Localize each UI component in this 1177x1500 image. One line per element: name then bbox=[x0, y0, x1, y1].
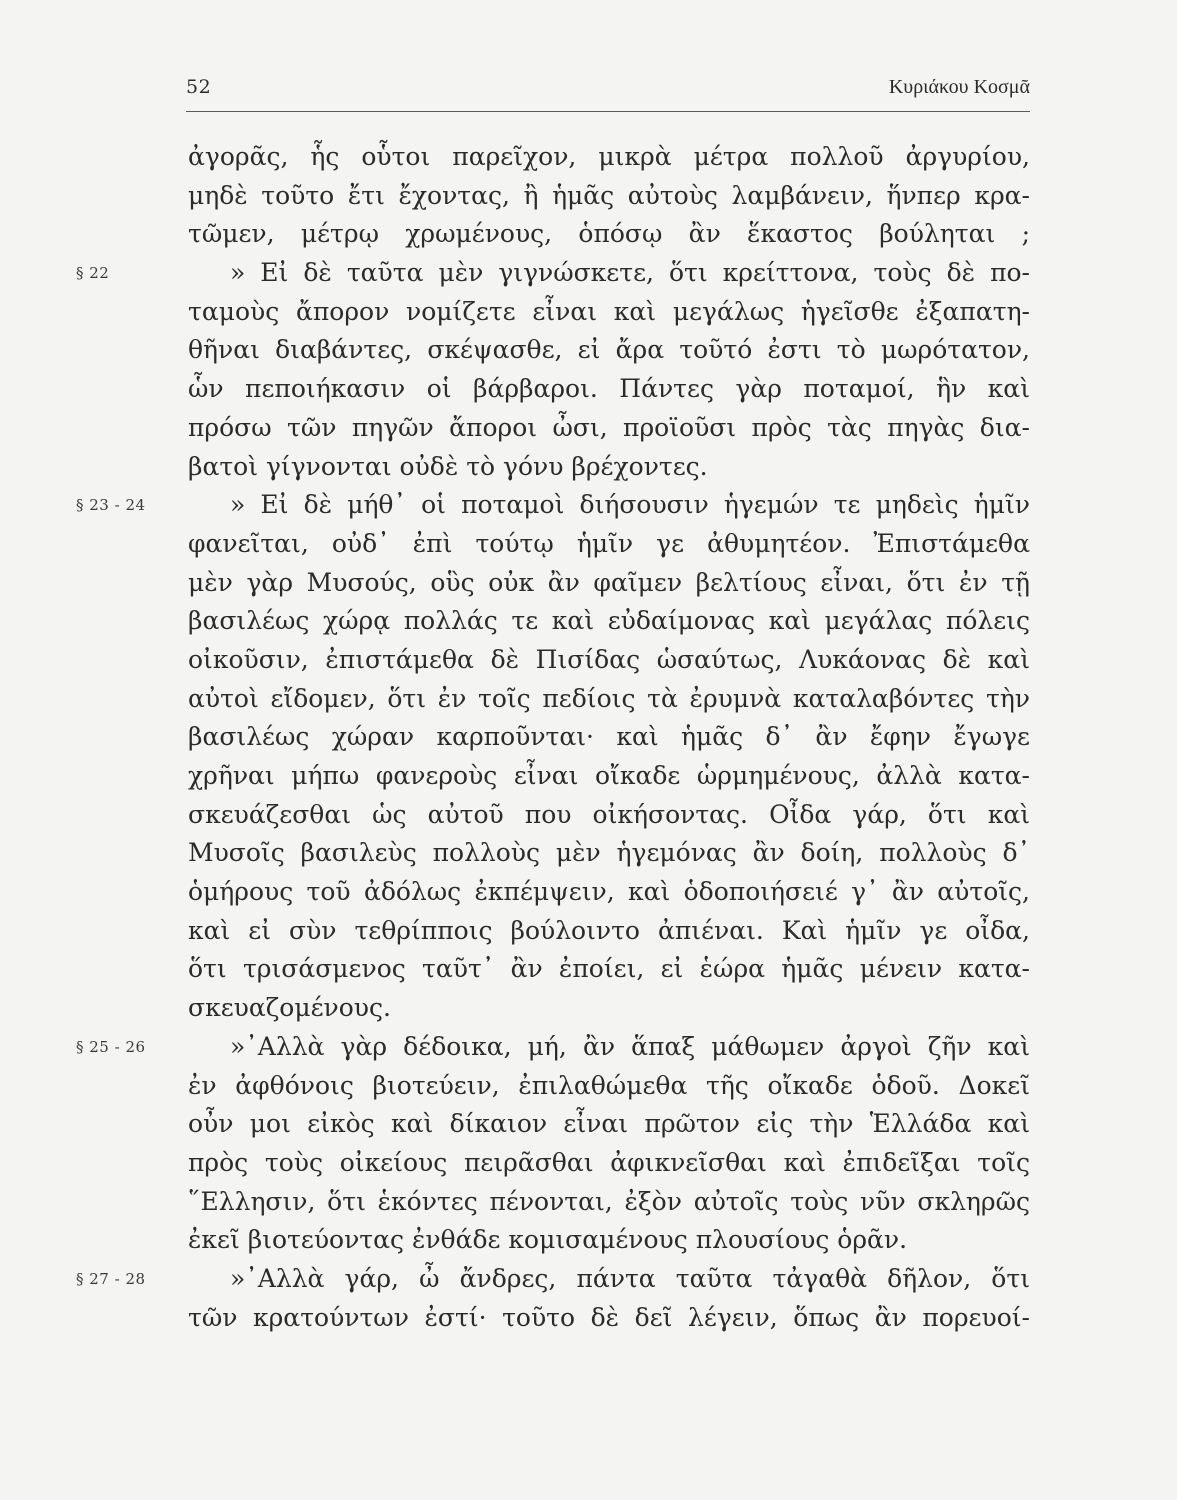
line-text: ταμοὺς ἄπορον νομίζετε εἶναι καὶ μεγάλως ἡγεῖσθε ἐξαπατη- bbox=[188, 296, 1030, 326]
line-text: χρῆναι μήπω φανεροὺς εἶναι οἴκαδε ὡρμημένους, ἀλλὰ κατα- bbox=[188, 761, 1030, 790]
text-line bbox=[188, 409, 1030, 448]
line-text: οὖν μοι εἰκὸς καὶ δίκαιον εἶναι πρῶτον εἰς τὴν Ἑλλάδα καὶ bbox=[188, 1109, 1030, 1139]
section-marginal-note: § 25 - 26 bbox=[76, 1037, 146, 1056]
text-line bbox=[188, 370, 1030, 409]
text-line bbox=[76, 1260, 1030, 1299]
text-line bbox=[188, 293, 1030, 332]
line-text: μηδὲ τοῦτο ἔτι ἔχοντας, ἢ ἡμᾶς αὐτοὺς λαμβάνειν, ἥνπερ κρα- bbox=[188, 180, 1030, 210]
text-line bbox=[76, 1028, 1030, 1067]
text-line bbox=[188, 602, 1030, 641]
text-line bbox=[188, 796, 1030, 835]
line-text: πρὸς τοὺς οἰκείους πειρᾶσθαι ἀφικνεῖσθαι καὶ ἐπιδεῖξαι τοῖς bbox=[188, 1147, 1030, 1177]
text-line bbox=[188, 989, 1030, 1028]
line-text: σκευαζομένους. bbox=[188, 993, 391, 1023]
text-line bbox=[188, 177, 1030, 216]
section-marginal-note: § 27 - 28 bbox=[76, 1269, 146, 1288]
line-text: ὁμήρους τοῦ ἀδόλως ἐκπέμψειν, καὶ ὁδοποιήσειέ γ᾽ ἂν αὐτοῖς, bbox=[188, 877, 1030, 907]
line-text: βατοὶ γίγνονται οὐδὲ τὸ γόνυ βρέχοντες. bbox=[188, 451, 708, 481]
line-text: »᾽Αλλὰ γάρ, ὦ ἄνδρες, πάντα ταῦτα τἀγαθὰ δῆλον, ὅτι bbox=[230, 1263, 1030, 1293]
text-line bbox=[188, 1144, 1030, 1183]
line-text: » Εἰ δὲ ταῦτα μὲν γιγνώσκετε, ὅτι κρείττονα, τοὺς δὲ πο- bbox=[230, 258, 1030, 288]
greek-text-body bbox=[76, 138, 1030, 1337]
line-text: τῶμεν, μέτρῳ χρωμένους, ὁπόσῳ ἂν ἕκαστος βούληται ; bbox=[188, 219, 1030, 249]
line-text: ῞Ελλησιν, ὅτι ἑκόντες πένονται, ἐξὸν αὐτοῖς τοὺς νῦν σκληρῶς bbox=[188, 1186, 1030, 1216]
text-line bbox=[188, 1105, 1030, 1144]
line-text: καὶ εἰ σὺν τεθρίπποις βούλοιντο ἀπιέναι. Καὶ ἡμῖν γε οἶδα, bbox=[188, 915, 1030, 945]
line-text: ἐκεῖ βιοτεύοντας ἐνθάδε κομισαμένους πλουσίους ὁρᾶν. bbox=[188, 1225, 908, 1255]
line-text: Μυσοῖς βασιλεὺς πολλοὺς μὲν ἡγεμόνας ἂν δοίη, πολλοὺς δ᾽ bbox=[188, 838, 1030, 868]
text-line bbox=[188, 680, 1030, 719]
running-head bbox=[186, 72, 1030, 108]
text-line bbox=[188, 950, 1030, 989]
line-text: πρόσω τῶν πηγῶν ἄποροι ὦσι, προϊοῦσι πρὸς τὰς πηγὰς δια- bbox=[188, 412, 1030, 442]
text-line bbox=[188, 718, 1030, 757]
line-text: σκευάζεσθαι ὡς αὐτοῦ που οἰκήσοντας. Οἶδα γάρ, ὅτι καὶ bbox=[188, 799, 1030, 829]
running-title: Κυριάκου Κοσμᾶ bbox=[888, 76, 1030, 98]
text-line bbox=[188, 1299, 1030, 1338]
text-line bbox=[188, 757, 1030, 796]
text-line bbox=[188, 525, 1030, 564]
line-text: μὲν γὰρ Μυσούς, οὓς οὐκ ἂν φαῖμεν βελτίους εἶναι, ὅτι ἐν τῇ bbox=[188, 567, 1030, 597]
line-text: βασιλέως χώρᾳ πολλάς τε καὶ εὐδαίμονας καὶ μεγάλας πόλεις bbox=[188, 606, 1030, 636]
line-text: » Εἰ δὲ μήθ᾽ οἱ ποταμοὶ διήσουσιν ἡγεμών τε μηδεὶς ἡμῖν bbox=[230, 490, 1030, 520]
text-line bbox=[188, 873, 1030, 912]
line-text: φανεῖται, οὐδ᾽ ἐπὶ τούτῳ ἡμῖν γε ἀθυμητέον. Ἐπιστάμεθα bbox=[188, 528, 1030, 558]
text-line bbox=[188, 1221, 1030, 1260]
section-marginal-note: § 22 bbox=[76, 264, 110, 283]
line-text: ἀγορᾶς, ἧς οὗτοι παρεῖχον, μικρὰ μέτρα πολλοῦ ἀργυρίου, bbox=[188, 142, 1030, 171]
text-line bbox=[188, 138, 1030, 177]
line-text: θῆναι διαβάντες, σκέψασθε, εἰ ἄρα τοῦτό ἐστι τὸ μωρότατον, bbox=[188, 335, 1030, 365]
line-text: »᾽Αλλὰ γὰρ δέδοικα, μή, ἂν ἅπαξ μάθωμεν ἀργοὶ ζῆν καὶ bbox=[230, 1031, 1030, 1061]
text-line bbox=[76, 254, 1030, 293]
line-text: αὐτοὶ εἴδομεν, ὅτι ἐν τοῖς πεδίοις τὰ ἐρυμνὰ καταλαβόντες τὴν bbox=[188, 683, 1030, 713]
text-line bbox=[76, 486, 1030, 525]
text-line bbox=[188, 1067, 1030, 1106]
text-line bbox=[188, 564, 1030, 603]
text-line bbox=[188, 834, 1030, 873]
line-text: ὅτι τρισάσμενος ταῦτ᾽ ἂν ἐποίει, εἰ ἑώρα ἡμᾶς μένειν κατα- bbox=[188, 954, 1030, 984]
line-text: ὧν πεποιήκασιν οἱ βάρβαροι. Πάντες γὰρ ποταμοί, ἣν καὶ bbox=[188, 374, 1030, 404]
text-line bbox=[188, 448, 1030, 487]
text-line bbox=[188, 641, 1030, 680]
line-text: ἐν ἀφθόνοις βιοτεύειν, ἐπιλαθώμεθα τῆς οἴκαδε ὁδοῦ. Δοκεῖ bbox=[188, 1070, 1030, 1100]
text-line bbox=[188, 912, 1030, 951]
text-line bbox=[188, 331, 1030, 370]
line-text: τῶν κρατούντων ἐστί· τοῦτο δὲ δεῖ λέγειν, ὅπως ἂν πορευοί- bbox=[188, 1302, 1030, 1332]
page-number: 52 bbox=[186, 76, 212, 98]
line-text: οἰκοῦσιν, ἐπιστάμεθα δὲ Πισίδας ὡσαύτως, Λυκάονας δὲ καὶ bbox=[188, 644, 1030, 674]
section-marginal-note: § 23 - 24 bbox=[76, 496, 146, 515]
header-rule bbox=[186, 111, 1030, 112]
text-line bbox=[188, 215, 1030, 254]
text-line bbox=[188, 1183, 1030, 1222]
line-text: βασιλέως χώραν καρποῦνται· καὶ ἡμᾶς δ᾽ ἂν ἔφην ἔγωγε bbox=[188, 722, 1030, 752]
